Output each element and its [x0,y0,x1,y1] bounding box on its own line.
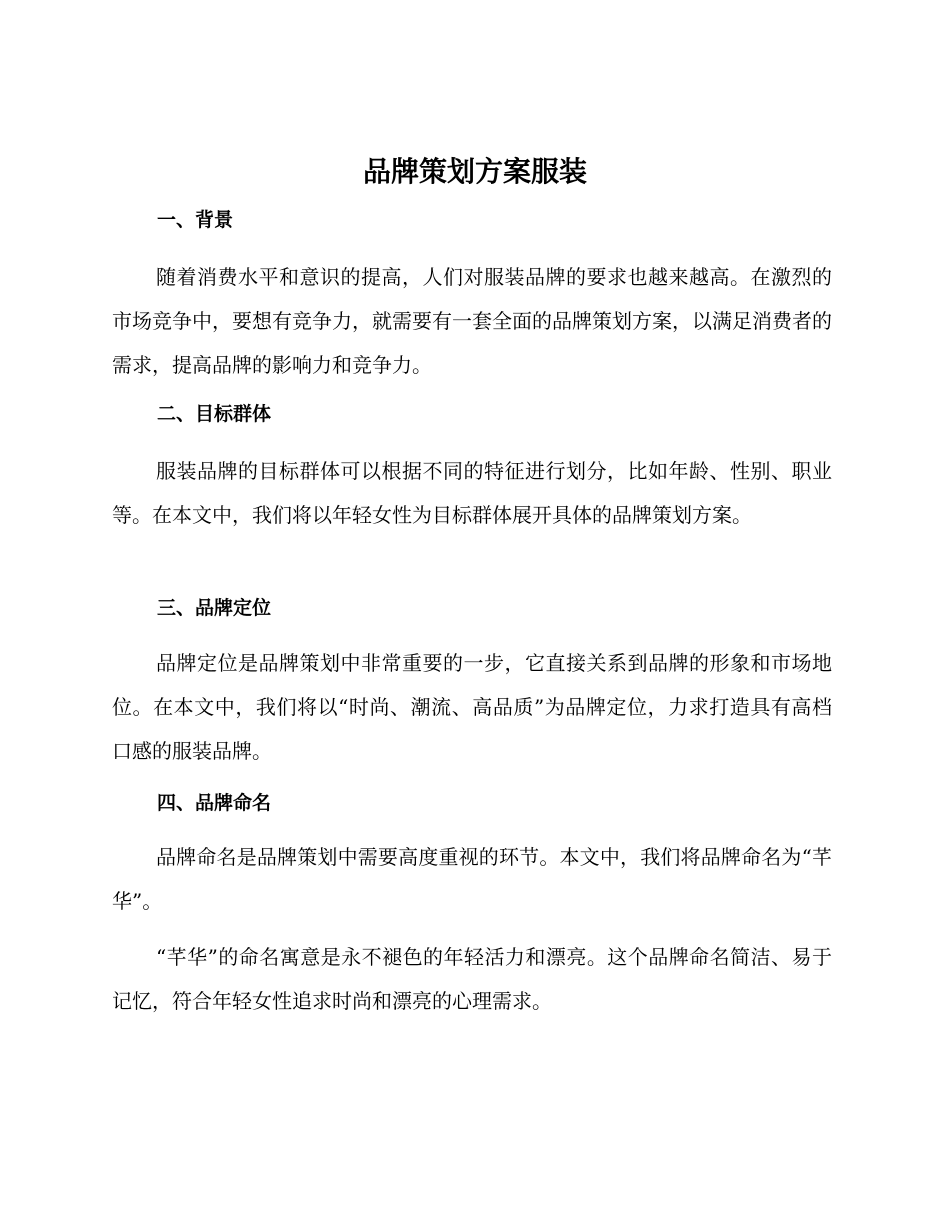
section-heading-brand-naming: 四、品牌命名 [157,792,272,814]
document-title: 品牌策划方案服装 [362,155,587,188]
paragraph-target-group: 服装品牌的目标群体可以根据不同的特征进行划分，比如年龄、性别、职业等。在本文中，我们将以年轻女性为目标群体展开具体的品牌策划方案。 [112,459,832,527]
paragraph-brand-naming: 品牌命名是品牌策划中需要高度重视的环节。本文中，我们将品牌命名为“芊华”。 [112,845,832,913]
paragraph-background: 随着消费水平和意识的提高，人们对服装品牌的要求也越来越高。在激烈的市场竞争中，要想有竞争力，就需要有一套全面的品牌策划方案，以满足消费者的需求，提高品牌的影响力和竞争力。 [112,265,832,377]
section-heading-background: 一、背景 [157,209,234,231]
paragraph-brand-positioning: 品牌定位是品牌策划中非常重要的一步，它直接关系到品牌的形象和市场地位。在本文中，我们将以“时尚、潮流、高品质”为品牌定位，力求打造具有高档口感的服装品牌。 [112,651,832,763]
section-heading-brand-positioning: 三、品牌定位 [157,597,272,619]
paragraph-brand-name-meaning: “芊华”的命名寓意是永不褪色的年轻活力和漂亮。这个品牌命名简洁、易于记忆，符合年轻女性追求时尚和漂亮的心理需求。 [112,945,832,1013]
section-heading-target-group: 二、目标群体 [157,403,272,425]
